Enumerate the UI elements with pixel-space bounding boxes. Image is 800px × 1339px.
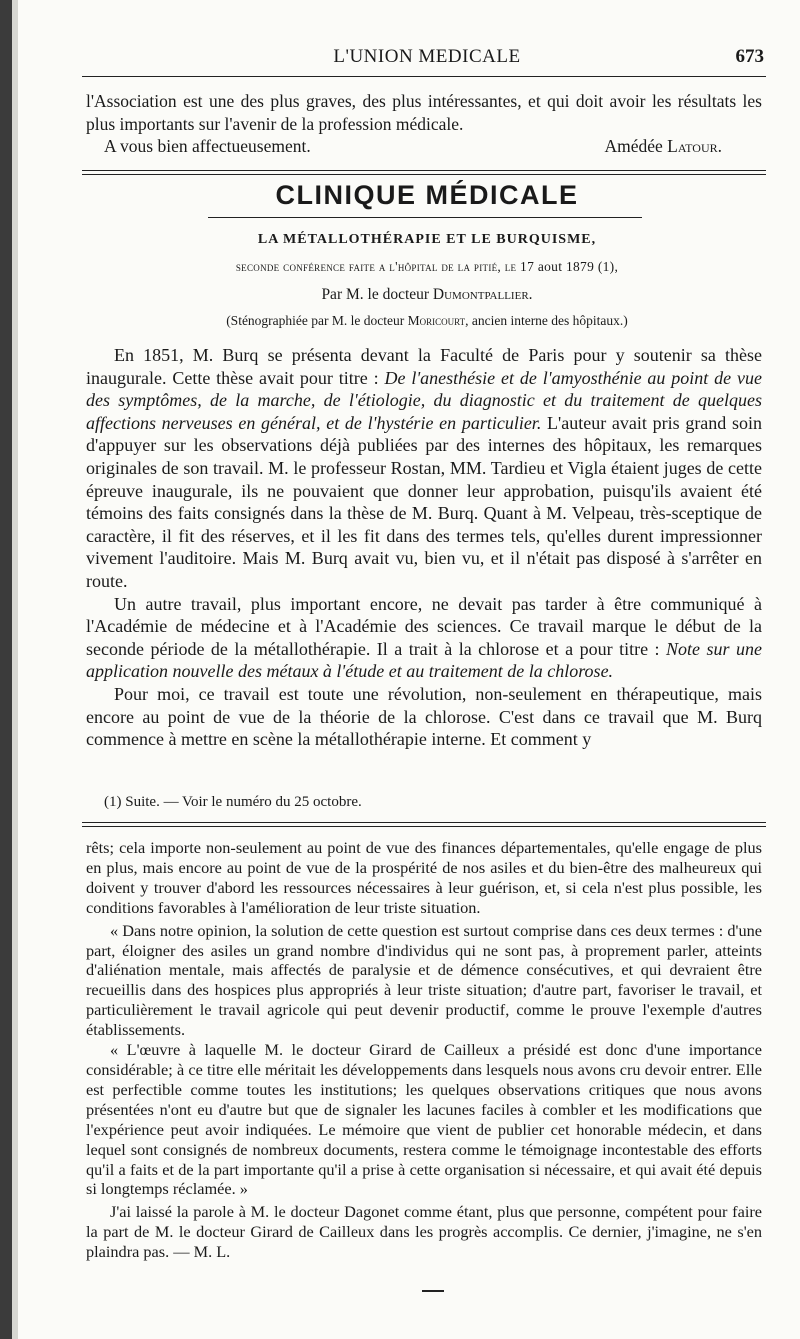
paragraph-1 — [86, 344, 762, 593]
feuilleton-paragraph-1: rêts; cela importe non-seulement au point de vue des finances départementales, qu'elle engage de plus en plus, mais encore au point de vue de la prospérité de nos asiles et du bien-être des malheureux qui doivent y trouver d'abord les ressources nécessaires à leur guérison, et, si cela n'est plus possible, les conditions favorables à l'amélioration de leur triste situation. — [86, 838, 762, 917]
note-title: Note sur une application nouvelle des métaux à l'étude et au traitement de la chlorose. — [86, 638, 762, 682]
signature-first-name: Amédée — [604, 136, 663, 157]
book-binding-edge — [0, 0, 12, 1339]
article-body — [86, 344, 762, 751]
feuilleton-text — [86, 838, 762, 1262]
page-gutter — [12, 0, 18, 1339]
page-number: 673 — [735, 46, 764, 67]
running-head — [82, 46, 772, 72]
paragraph-1-rest: L'auteur avait pris grand soin d'appuyer sur les observations déjà publiées par des internes des hôpitaux, les remarques originales de son travail. M. le professeur Rostan, MM. Tardieu et Vigla étaient juges de cette épreuve inaugurale, ils ne pouvaient que donner leur approbation, puisqu'ils avaient été témoins des faits consignés dans la thèse de M. Burq. Quant à M. Velpeau, très-sceptique de caractère, il fit des réserves, et il les fit dans des termes tels, qu'elles durent impressionner vivement l'auditoire. Mais M. Burq avait vu, bien vu, et il n'était pas disposé à s'arrêter en route. — [86, 412, 763, 591]
article-author — [82, 286, 772, 304]
section-divider — [82, 170, 766, 175]
article-subtitle-date: 17 aout 1879 (1), — [520, 259, 619, 274]
end-mark — [422, 1290, 444, 1292]
letter-closing: A vous bien affectueusement. — [104, 136, 311, 157]
paragraph-2 — [86, 593, 762, 683]
thesis-title: De l'anesthésie et de l'amyosthénie au point de vue des symptômes, de la marche, de l'étiologie, du diagnostic et du traitement de quelques affections nerveuses en général, et de l'hystérie en particulier. — [86, 367, 762, 433]
feuilleton-paragraph-3: « L'œuvre à laquelle M. le docteur Girard de Cailleux a présidé est donc d'une importance considérable; à ce titre elle méritait les développements dans lesquels nous avons cru devoir entrer. Elle est perfectible comme toutes les institutions; les quelques observations critiques que nous avons présentées n'ont eu d'autre but que de signaler les lacunes faciles à combler et les modifications que l'expérience peut avoir indiquées. Le mémoire que vient de publier cet honorable médecin, et dans lequel sont consignés de nombreux documents, restera comme le témoignage incontestable des efforts qu'il a faits et de la part importante qu'il a prise à cette organisation si nécessaire, et qui avait été depuis si longtemps réclamée. » — [86, 1040, 762, 1199]
section-title-underline — [208, 217, 642, 218]
author-name: Dumontpallier. — [432, 286, 533, 303]
footnote: (1) Suite. — Voir le numéro du 25 octobre. — [104, 794, 362, 810]
article-title: LA MÉTALLOTHÉRAPIE ET LE BURQUISME, — [257, 232, 597, 247]
signature-last-name: Latour. — [667, 136, 722, 157]
letter-text: l'Association est une des plus graves, des plus intéressantes, et qui doit avoir les résultats les plus importants sur l'avenir de la profession médicale. — [86, 91, 762, 134]
feuilleton-paragraph-2: « Dans notre opinion, la solution de cette question est surtout comprise dans ces deux termes : d'une part, éloigner des asiles un grand nombre d'individus qui ne sont pas, à proprement parler, atteints d'aliénation mentale, mais affectés de paralysie et de démence consécutives, et qui devraient être recueillis dans des hospices plus appropriés à leur triste situation; d'autre part, favoriser le travail, et particulièrement le travail agricole qui peut devenir productif, comme le prouve l'exemple d'autres établissements. — [86, 920, 762, 1040]
paragraph-1-intro: En 1851, M. Burq se présenta devant la Faculté de Paris pour y soutenir sa thèse inaugurale. Cette thèse avait pour titre : — [86, 345, 762, 388]
letter-signature — [604, 135, 722, 158]
article-subtitle-text: seconde conférence faite a l'hôpital de la pitié, le — [235, 259, 517, 274]
steno-suffix: ancien interne des hôpitaux.) — [471, 313, 628, 328]
header-rule — [82, 76, 766, 77]
steno-name: Moricourt, — [407, 313, 469, 328]
feuilleton-paragraph-4: J'ai laissé la parole à M. le docteur Dagonet comme étant, plus que personne, compétent pour faire la part de M. le docteur Girard de Cailleux dans les progrès accomplis. Ce dernier, j'imagine, ne s'en plaindra pas. — M. L. — [86, 1202, 762, 1262]
article-subtitle — [82, 259, 772, 275]
paragraph-3: Pour moi, ce travail est toute une révolution, non-seulement en thérapeutique, mais encore au point de vue de la théorie de la chlorose. C'est dans ce travail que M. Burq commence à mettre en scène la métallothérapie interne. Et comment y — [86, 683, 762, 750]
letter-closing-line — [86, 135, 762, 158]
article-stenographer — [82, 313, 772, 329]
running-title: L'UNION MEDICALE — [333, 46, 521, 67]
section-title: CLINIQUE MÉDICALE — [275, 180, 579, 210]
author-prefix: Par M. le docteur — [321, 286, 430, 303]
paragraph-2-intro: Un autre travail, plus important encore, ne devait pas tarder à être communiqué à l'Académie de médecine et à l'Académie des sciences. Ce travail marque le début de la seconde période de la métallothérapie. Il a trait à la chlorose et a pour titre : — [86, 593, 762, 659]
letter-ending — [86, 90, 762, 158]
steno-prefix: (Sténographiée par M. le docteur — [226, 313, 405, 328]
feuilleton-divider — [82, 822, 766, 827]
